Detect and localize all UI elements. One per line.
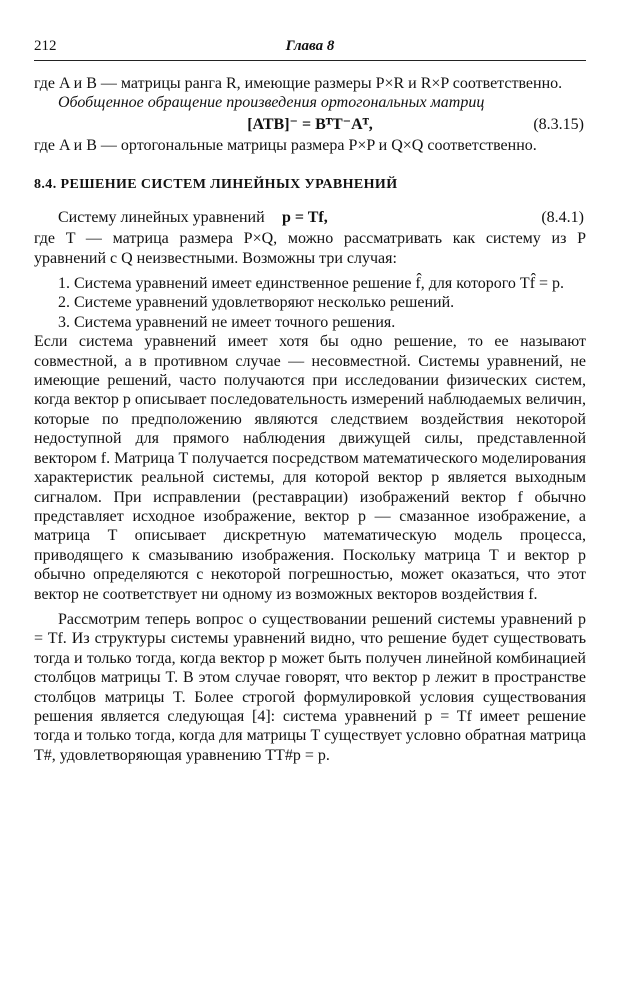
case-item: 3. Система уравнений не имеет точного решения. <box>58 313 396 331</box>
paragraph-orthogonal-matrices: где A и B — ортогональные матрицы размера P×P и Q×Q соответственно. <box>34 136 537 154</box>
paragraph-matrix-size: где T — матрица размера P×Q, можно рассматривать как систему из P уравнений с Q неизвестными. Возможны три случая: <box>34 230 586 267</box>
running-title: Глава 8 <box>285 38 335 54</box>
page-header <box>34 38 586 64</box>
equation-8-4-1 <box>34 207 586 229</box>
equation-number: (8.4.1) <box>541 209 584 227</box>
paragraph-existence: Рассмотрим теперь вопрос о существовании решений системы уравнений p = Tf. Из структуры системы уравнений видно, что решение будет существовать тогда и только тогда, когда вектор p может быть получен линейной комбинацией столбцов матрицы T. В этом случае говорят, что вектор p лежит в пространстве столбцов матрицы T. Более строгой формулировкой условия существования решения является следующая [4]: система уравнений p = Tf имеет решение тогда и только тогда, когда для матрицы T существует условно обратная матрица T#, удовлетворяющая уравнению TT#p = p. <box>34 610 586 764</box>
case-item: 1. Система уравнений имеет единственное решение f̂, для которого Tf̂ = p. <box>58 275 565 293</box>
case-item: 2. Системе уравнений удовлетворяют несколько решений. <box>58 294 455 312</box>
equation-expression: [ATB]⁻ = BᵀT⁻Aᵀ, <box>247 115 373 133</box>
paragraph-consistency: Если система уравнений имеет хотя бы одно решение, то ее называют совместной, а в противном случае — несовместной. Системы уравнений, не имеющие решений, часто получаются при исследовании физических систем, когда вектор p описывает последовательность измерений наблюдаемых величин, которые по предположению являются следствием воздействия некоторой недоступной для прямого наблюдения движущей силы, представленной вектором f. Матрица T получается посредством математического моделирования характеристик реальной системы, для которой вектор p является выходным сигналом. При исправлении (реставрации) изображений вектор f обычно представляет исходное изображение, вектор p — смазанное изображение, а матрица T описывает дискретную математическую модель процесса, приводящего к смазыванию изображения. Поскольку матрица T и вектор p обычно определяются с некоторой погрешностью, может оказаться, что этот вектор не соответствует ни одному из возможных векторов воздействия f. <box>34 333 586 603</box>
page-number: 212 <box>34 38 57 54</box>
equation-8-3-15 <box>34 113 586 136</box>
paragraph-matrix-rank: где A и B — матрицы ранга R, имеющие размеры P×R и R×P соответственно. <box>34 75 563 92</box>
section-title: 8.4. РЕШЕНИЕ СИСТЕМ ЛИНЕЙНЫХ УРАВНЕНИЙ <box>34 177 398 193</box>
system-lead-text: Систему линейных уравнений <box>58 209 265 227</box>
equation-expression: p = Tf, <box>282 209 328 227</box>
header-rule <box>34 60 586 61</box>
equation-number: (8.3.15) <box>533 115 584 133</box>
paragraph-generalized-inverse: Обобщенное обращение произведения ортогональных матриц <box>58 94 485 112</box>
page <box>34 38 586 765</box>
